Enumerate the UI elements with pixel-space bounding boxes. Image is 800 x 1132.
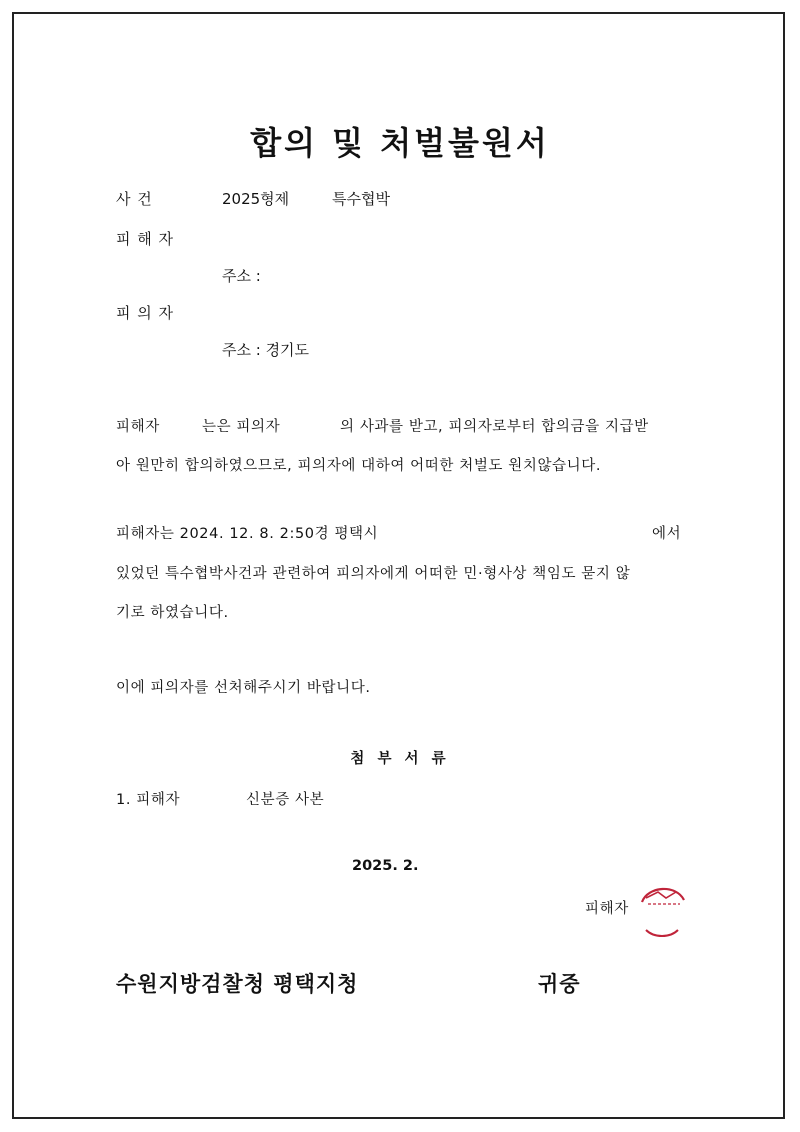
signature-label: 피해자	[585, 901, 629, 917]
recipient-office: 수원지방검찰청 평택지청	[116, 972, 359, 996]
seal-stamp	[636, 880, 690, 940]
paragraph1-line1-suspect: 는은 피의자	[202, 419, 281, 435]
victim-label: 피 해 자	[116, 230, 175, 248]
suspect-address-label: 주소 : 경기도	[222, 341, 310, 359]
paragraph1-line1-victim: 피해자	[116, 419, 160, 435]
paragraph3: 이에 피의자를 선처해주시기 바랍니다.	[116, 680, 371, 696]
paragraph2-line2: 있었던 특수협박사건과 관련하여 피의자에게 어떠한 민·형사상 책임도 묻지 않	[116, 566, 631, 582]
attachments-heading: 첨 부 서 류	[350, 751, 450, 767]
suspect-label: 피 의 자	[116, 304, 175, 322]
paragraph2-line3: 기로 하였습니다.	[116, 605, 229, 621]
paragraph2-line1-start: 피해자는 2024. 12. 8. 2:50경 평택시	[116, 526, 379, 542]
attachment-item-doc: 신분증 사본	[246, 792, 325, 808]
case-charge: 특수협박	[332, 190, 390, 208]
victim-address-label: 주소 :	[222, 267, 261, 285]
paragraph1-line1-rest: 의 사과를 받고, 피의자로부터 합의금을 지급받	[340, 419, 649, 435]
document-title: 합의 및 처벌불원서	[250, 124, 550, 162]
paragraph2-line1-end: 에서	[652, 526, 682, 542]
document-date: 2025. 2.	[352, 858, 419, 874]
case-number: 2025형제	[222, 190, 290, 208]
paragraph1-line2: 아 원만히 합의하였으므로, 피의자에 대하여 어떠한 처벌도 원치않습니다.	[116, 458, 602, 474]
recipient-suffix: 귀중	[538, 972, 581, 996]
attachment-item-victim: 1. 피해자	[116, 792, 181, 808]
case-label: 사 건	[116, 190, 153, 208]
